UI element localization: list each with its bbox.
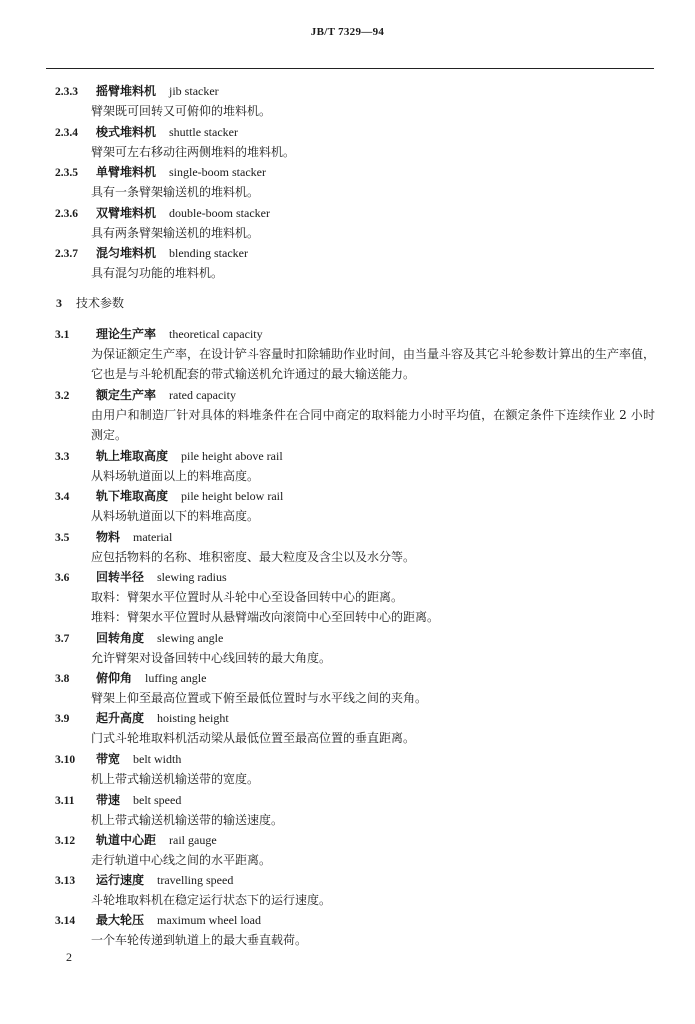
term-number: 3.11 [55, 795, 75, 807]
term-number: 3.3 [55, 451, 70, 463]
term-definition: 臂架可左右移动往两侧堆料的堆料机。 [91, 145, 296, 159]
term-definition: 具有混匀功能的堆料机。 [91, 266, 224, 280]
term-definition: 从料场轨道面以下的料堆高度。 [91, 509, 260, 523]
term-english: material [133, 530, 173, 544]
term-chinese: 梭式堆料机 [96, 125, 157, 139]
term-number: 3.12 [55, 835, 76, 847]
term-entry [55, 708, 655, 748]
term-english: jib stacker [169, 84, 219, 98]
term-entry [55, 668, 655, 708]
term-number: 3.4 [55, 491, 70, 503]
term-entry [55, 243, 655, 283]
term-entry [55, 486, 655, 526]
term-definition: 机上带式输送机输送带的宽度。 [91, 772, 260, 786]
term-definition-second: 堆料：臂架水平位置时从悬臂端改向滚筒中心至回转中心的距离。 [91, 610, 440, 624]
term-entry [55, 749, 655, 789]
term-definition: 臂架既可回转又可俯仰的堆料机。 [91, 104, 272, 118]
term-english: slewing radius [157, 570, 227, 584]
term-entry [55, 324, 655, 384]
section-number: 3 [56, 296, 62, 310]
term-english: travelling speed [157, 873, 234, 887]
term-entry [55, 122, 655, 162]
term-chinese: 额定生产率 [96, 388, 157, 402]
page-number: 2 [66, 950, 72, 964]
term-english: theoretical capacity [169, 327, 263, 341]
term-definition: 应包括物料的名称、堆积密度、最大粒度及含尘以及水分等。 [91, 550, 416, 564]
term-chinese: 混匀堆料机 [96, 246, 157, 260]
term-english: pile height below rail [181, 489, 284, 503]
term-entry [55, 790, 655, 830]
term-definition: 门式斗轮堆取料机活动梁从最低位置至最高位置的垂直距离。 [91, 731, 416, 745]
term-chinese: 轨道中心距 [96, 833, 157, 847]
term-chinese: 起升高度 [96, 711, 145, 725]
term-definition: 斗轮堆取料机在稳定运行状态下的运行速度。 [91, 893, 332, 907]
term-number: 3.10 [55, 754, 76, 766]
term-chinese: 带速 [96, 793, 121, 807]
term-chinese: 单臂堆料机 [96, 165, 157, 179]
term-chinese: 带宽 [96, 752, 121, 766]
term-definition: 具有两条臂架输送机的堆料机。 [91, 226, 260, 240]
section-title-text: 技术参数 [76, 296, 125, 310]
header-rule [46, 68, 654, 69]
term-number: 3.7 [55, 633, 70, 645]
term-definition: 机上带式输送机输送带的输送速度。 [91, 813, 284, 827]
term-english: belt speed [133, 793, 182, 807]
term-definition: 走行轨道中心线之间的水平距离。 [91, 853, 272, 867]
term-entry [55, 203, 655, 243]
term-number: 3.2 [55, 390, 70, 402]
term-chinese: 摇臂堆料机 [96, 84, 157, 98]
term-number: 3.13 [55, 875, 76, 887]
term-english: blending stacker [169, 246, 248, 260]
term-definition: 一个车轮传递到轨道上的最大垂直载荷。 [91, 933, 308, 947]
term-english: pile height above rail [181, 449, 283, 463]
document-header: JB/T 7329—94 [310, 26, 385, 38]
term-number: 3.9 [55, 713, 70, 725]
term-entry [55, 567, 655, 627]
term-chinese: 最大轮压 [96, 913, 145, 927]
term-chinese: 回转半径 [96, 570, 145, 584]
term-definition: 由用户和制造厂针对具体的料堆条件在合同中商定的取料能力小时平均值，在额定条件下连续作业 2 小时测定。 [91, 408, 655, 442]
term-chinese: 回转角度 [96, 631, 145, 645]
term-english: double-boom stacker [169, 206, 270, 220]
term-number: 3.6 [55, 572, 70, 584]
term-definition: 取料：臂架水平位置时从斗轮中心至设备回转中心的距离。 [91, 590, 404, 604]
term-number: 2.3.3 [55, 86, 78, 98]
term-chinese: 俯仰角 [96, 671, 133, 685]
term-number: 2.3.4 [55, 127, 78, 139]
term-number: 3.14 [55, 915, 76, 927]
term-english: rated capacity [169, 388, 236, 402]
term-number: 2.3.5 [55, 167, 78, 179]
term-number: 3.8 [55, 673, 70, 685]
term-entry [55, 870, 655, 910]
term-chinese: 运行速度 [96, 873, 145, 887]
term-entry [55, 385, 655, 445]
term-chinese: 轨下堆取高度 [96, 489, 169, 503]
term-definition: 臂架上仰至最高位置或下俯至最低位置时与水平线之间的夹角。 [91, 691, 428, 705]
term-number: 3.1 [55, 329, 70, 341]
term-number: 2.3.6 [55, 208, 78, 220]
term-chinese: 理论生产率 [96, 327, 157, 341]
term-number: 2.3.7 [55, 248, 78, 260]
section-heading [56, 293, 124, 313]
term-english: hoisting height [157, 711, 229, 725]
term-definition: 从料场轨道面以上的料堆高度。 [91, 469, 260, 483]
term-english: single-boom stacker [169, 165, 266, 179]
term-entry [55, 162, 655, 202]
term-definition: 为保证额定生产率，在设计铲斗容量时扣除辅助作业时间，由当量斗容及其它斗轮参数计算出的生产率值，它也是与斗轮机配套的带式输送机允许通过的最大输送能力。 [91, 347, 656, 381]
term-english: rail gauge [169, 833, 217, 847]
term-english: shuttle stacker [169, 125, 238, 139]
term-entry [55, 910, 655, 950]
term-chinese: 物料 [96, 530, 121, 544]
term-chinese: 轨上堆取高度 [96, 449, 169, 463]
term-entry [55, 830, 655, 870]
term-definition: 具有一条臂架输送机的堆料机。 [91, 185, 260, 199]
term-entry [55, 628, 655, 668]
term-definition: 允许臂架对设备回转中心线回转的最大角度。 [91, 651, 332, 665]
term-english: maximum wheel load [157, 913, 261, 927]
term-english: belt width [133, 752, 182, 766]
term-entry [55, 446, 655, 486]
term-entry [55, 81, 655, 121]
term-chinese: 双臂堆料机 [96, 206, 157, 220]
term-entry [55, 527, 655, 567]
term-english: luffing angle [145, 671, 207, 685]
term-number: 3.5 [55, 532, 70, 544]
term-english: slewing angle [157, 631, 224, 645]
